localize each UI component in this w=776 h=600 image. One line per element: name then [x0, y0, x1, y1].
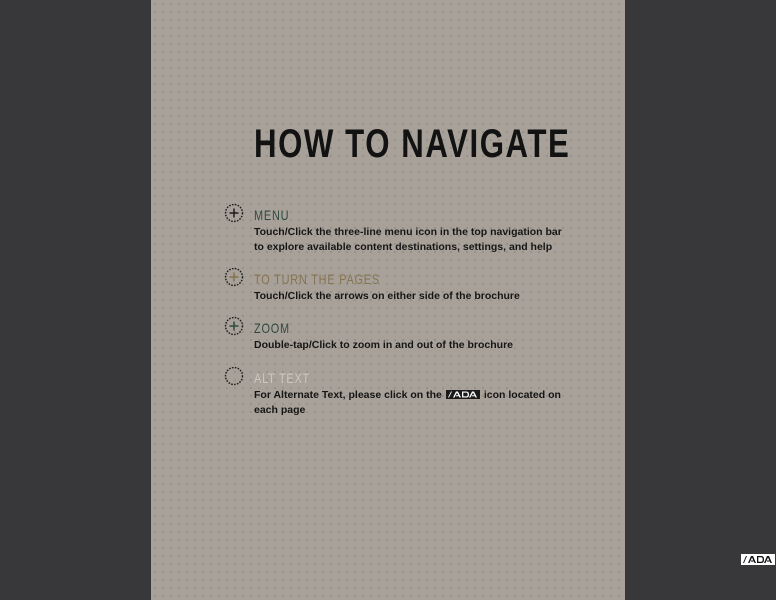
ada-button[interactable] [741, 554, 775, 565]
ada-icon [446, 390, 480, 399]
alt-text-after: icon located on each page [254, 389, 561, 416]
instruction-description: Touch/Click the arrows on either side of the brochure [254, 290, 520, 302]
instruction-heading: MENU [254, 207, 290, 223]
alt-text-before: For Alternate Text, please click on the [254, 389, 442, 401]
instruction-description [254, 388, 564, 417]
instruction-heading: ZOOM [254, 320, 290, 336]
ada-icon [741, 554, 775, 565]
instruction-heading: ALT TEXT [254, 370, 311, 386]
brochure-page [151, 0, 625, 600]
instruction-description: Double-tap/Click to zoom in and out of the brochure [254, 339, 513, 351]
empty-circle-icon [224, 366, 244, 386]
plus-circle-icon [224, 316, 244, 336]
instruction-heading: TO TURN THE PAGES [254, 271, 380, 287]
plus-circle-icon [224, 267, 244, 287]
instruction-description: Touch/Click the three-line menu icon in the top navigation bar to explore available content destinations, settings, and help [254, 226, 562, 253]
plus-circle-icon [224, 203, 244, 223]
page-title: HOW TO NAVIGATE [254, 122, 571, 166]
